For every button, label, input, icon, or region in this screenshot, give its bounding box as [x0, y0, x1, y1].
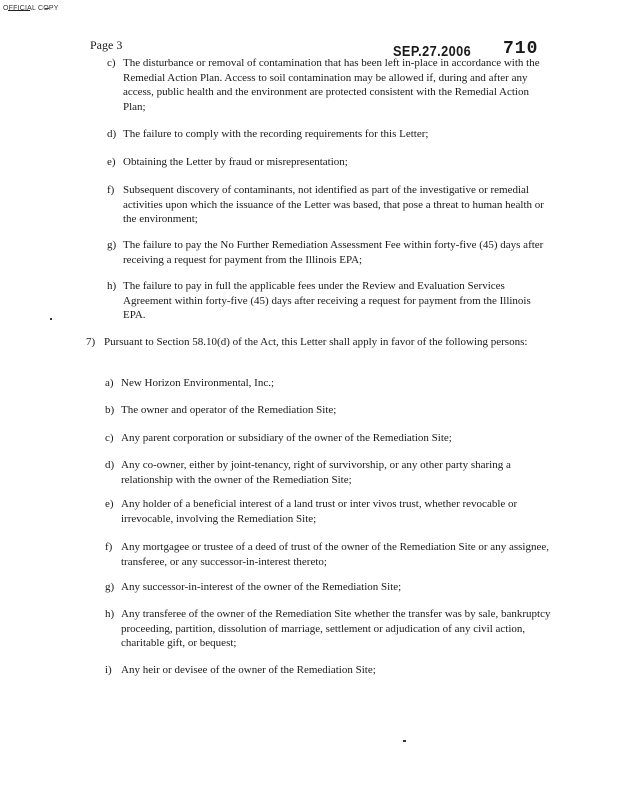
list-item-7g	[105, 580, 551, 595]
list-marker: a)	[105, 377, 114, 389]
list-marker: e)	[107, 156, 116, 168]
list-item-7c	[105, 431, 551, 446]
list-item-text: Obtaining the Letter by fraud or misrepresentation;	[123, 156, 348, 168]
list-marker: d)	[105, 459, 115, 471]
list-marker: d)	[107, 128, 117, 140]
list-item-text: Any mortgagee or trustee of a deed of trust of the owner of the Remediation Site or any assignee, transferee, or any successor-in-interest thereto;	[121, 541, 549, 568]
list-item-6e	[107, 155, 553, 170]
list-item-7f	[105, 540, 551, 569]
list-item-7b	[105, 403, 551, 418]
scan-speck	[403, 740, 406, 742]
list-marker: h)	[105, 608, 115, 620]
list-item-text: Any parent corporation or subsidiary of the owner of the Remediation Site;	[121, 432, 452, 444]
list-item-7i	[105, 663, 551, 678]
list-item-text: The disturbance or removal of contamination that has been left in-place in accordance with the Remedial Action Plan. Access to soil contamination may be allowed if, during and after any access, public health and the environment are protected consistent with the Remedial Action Plan;	[123, 57, 540, 113]
list-marker: f)	[105, 541, 113, 553]
list-item-text: The owner and operator of the Remediation Site;	[121, 404, 337, 416]
list-item-7h	[105, 607, 551, 651]
list-marker: h)	[107, 280, 117, 292]
official-copy-label: OFFICIAL COPY	[3, 5, 59, 12]
list-item-7d	[105, 458, 551, 487]
list-marker: f)	[107, 184, 115, 196]
list-item-text: Any heir or devisee of the owner of the Remediation Site;	[121, 664, 376, 676]
section-marker: 7)	[86, 336, 96, 348]
list-item-text: The failure to pay the No Further Remediation Assessment Fee within forty-five (45) days after receiving a request for payment from the Illinois EPA;	[123, 239, 544, 266]
date-stamp: SEP.27.2006	[393, 43, 472, 60]
list-item-text: Any successor-in-interest of the owner of the Remediation Site;	[121, 581, 402, 593]
stamp-number: 710	[503, 39, 539, 59]
list-item-6c	[107, 56, 553, 114]
list-marker: g)	[107, 239, 117, 251]
list-item-text: The failure to pay in full the applicable fees under the Review and Evaluation Services Agreement within forty-five (45) days after receiving a request for payment from the Illinois EPA.	[123, 280, 531, 322]
list-item-6g	[107, 238, 553, 267]
list-item-text: Any holder of a beneficial interest of a land trust or inter vivos trust, whether revocable or irrevocable, involving the Remediation Site;	[121, 498, 518, 525]
list-marker: g)	[105, 581, 115, 593]
section-7	[86, 335, 534, 350]
list-marker: b)	[105, 404, 115, 416]
list-item-6f	[107, 183, 553, 227]
scan-speck	[50, 318, 52, 320]
list-marker: i)	[105, 664, 112, 676]
page-label: Page 3	[90, 38, 123, 52]
list-marker: c)	[107, 57, 116, 69]
section-intro: Pursuant to Section 58.10(d) of the Act, this Letter shall apply in favor of the following persons:	[104, 336, 528, 348]
list-item-text: New Horizon Environmental, Inc.;	[121, 377, 275, 389]
list-item-text: Any transferee of the owner of the Remediation Site whether the transfer was by sale, bankruptcy proceeding, partition, dissolution of marriage, settlement or adjudication of any civil action, charitable gift, or bequest;	[121, 608, 551, 650]
list-item-text: The failure to comply with the recording requirements for this Letter;	[123, 128, 429, 140]
list-item-6d	[107, 127, 553, 142]
list-item-text: Subsequent discovery of contaminants, not identified as part of the investigative or remedial activities upon which the issuance of the Letter was based, that pose a threat to human health or the environment;	[123, 184, 544, 226]
list-item-7a	[105, 376, 551, 391]
list-item-text: Any co-owner, either by joint-tenancy, right of survivorship, or any other party sharing a relationship with the owner of the Remediation Site;	[121, 459, 511, 486]
list-item-7e	[105, 497, 551, 526]
list-marker: c)	[105, 432, 114, 444]
list-item-6h	[107, 279, 553, 323]
list-marker: e)	[105, 498, 114, 510]
